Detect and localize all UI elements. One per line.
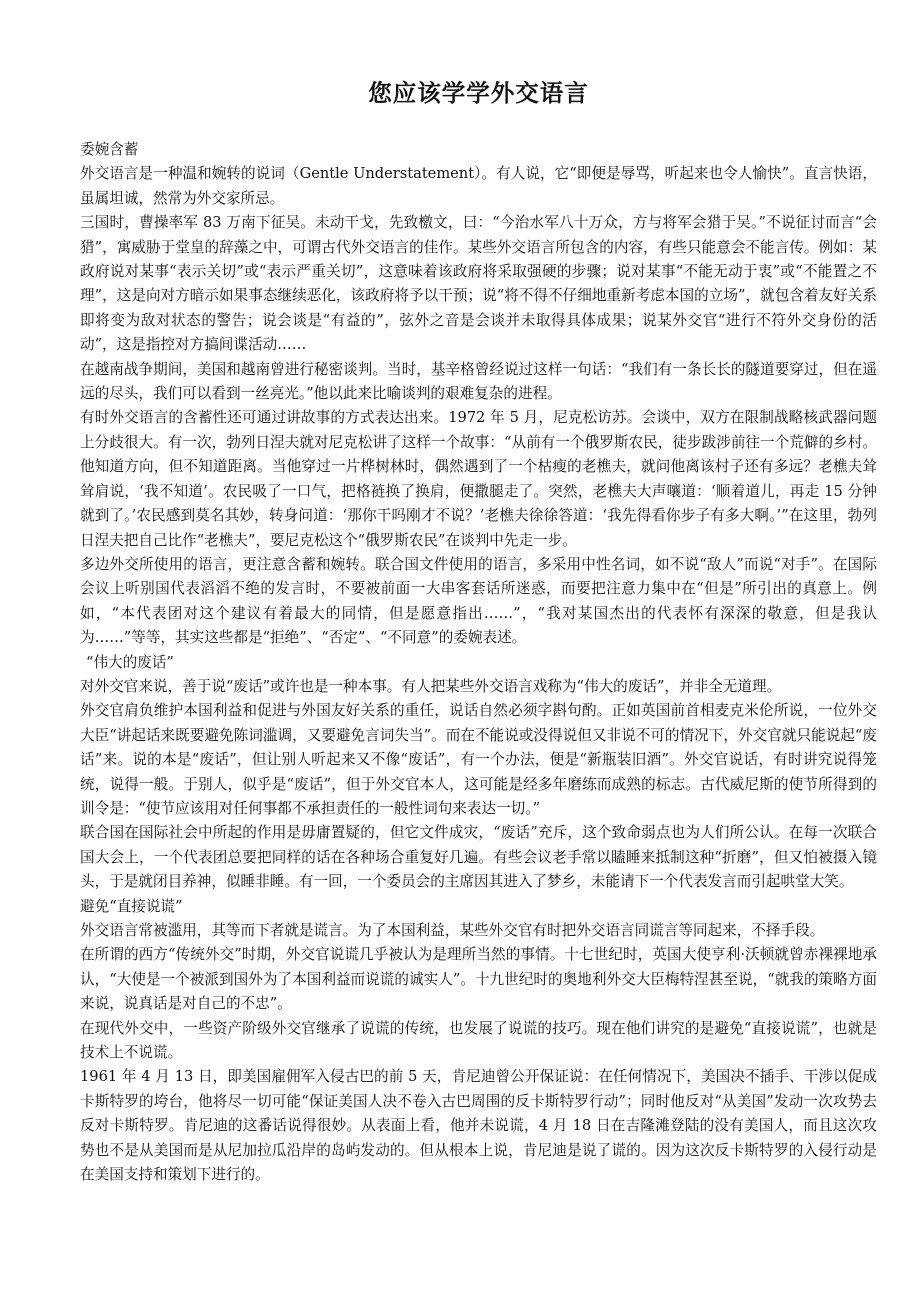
body-paragraph: 在现代外交中，一些资产阶级外交官继承了说谎的传统，也发展了说谎的技巧。现在他们讲究的是避免“直接说谎”，也就是技术上不说谎。 bbox=[80, 1019, 877, 1062]
body-paragraph: 对外交官来说，善于说“废话”或许也是一种本事。有人把某些外交语言戏称为“伟大的废话”，并非全无道理。 bbox=[80, 677, 782, 695]
body-paragraph: 1961 年 4 月 13 日，即美国雇佣军入侵古巴的前 5 天，肯尼迪曾公开保证说：在任何情况下，美国决不插手、干涉以促成卡斯特罗的垮台，他将尽一切可能“保证美国人决不卷入古巴周围的反卡斯特罗行动”；同时他反对“从美国”发动一次攻势去反对卡斯特罗。肯尼迪的这番话说得很妙。从表面上看，他并未说谎，4 月 18 日在吉隆滩登陆的没有美国人，而且这次攻势也不是从美国而是从尼加拉瓜沿岸的岛屿发动的。但从根本上说，肯尼迪是说了谎的。因为这次反卡斯特罗的入侵行动是在美国支持和策划下进行的。 bbox=[80, 1068, 877, 1184]
body-paragraph: 有时外交语言的含蓄性还可通过讲故事的方式表达出来。1972 年 5 月，尼克松访苏。会谈中，双方在限制战略核武器问题上分歧很大。有一次，勃列日涅夫就对尼克松讲了这样一个故事：“从前有一个俄罗斯农民，徒步跋涉前往一个荒僻的乡村。他知道方向，但不知道距离。当他穿过一片桦树林时，偶然遇到了一个枯瘦的老樵夫，就问他离该村子还有多远？老樵夫耸耸肩说，‘我不知道’。农民吸了一口气，把格裢换了换肩，便撒腿走了。突然，老樵夫大声嚷道：‘顺着道儿，再走 15 分钟就到了。’农民感到莫名其妙，转身问道：‘那你干吗刚才不说？’老樵夫徐徐答道：‘我先得看你步子有多大啊。’”在这里，勃列日涅夫把自己比作“老樵夫”，要尼克松这个“俄罗斯农民”在谈判中先走一步。 bbox=[80, 409, 877, 549]
body-paragraph: 在所谓的西方“传统外交”时期，外交官说谎几乎被认为是理所当然的事情。十七世纪时，英国大使亨利·沃顿就曾赤裸裸地承认，“大使是一个被派到国外为了本国利益而说谎的诚实人”。十九世纪时的奥地利外交大臣梅特涅甚至说，“就我的策略方面来说，说真话是对自己的不忠”。 bbox=[80, 946, 877, 1013]
section-heading: 避免“直接说谎” bbox=[80, 897, 183, 915]
body-paragraph: 在越南战争期间，美国和越南曾进行秘密谈判。当时，基辛格曾经说过这样一句话：“我们有一条长长的隧道要穿过，但在遥远的尽头，我们可以看到一丝亮光。”他以此来比喻谈判的艰难复杂的进程。 bbox=[80, 360, 877, 403]
document-title: 您应该学学外交语言 bbox=[368, 79, 589, 107]
body-paragraph: 联合国在国际社会中所起的作用是毋庸置疑的，但它文件成灾，“废话”充斥，这个致命弱点也为人们所公认。在每一次联合国大会上，一个代表团总要把同样的话在各种场合重复好几遍。有些会议老手常以瞌睡来抵制这种“折磨”，但又怕被摄入镜头，于是就闭目养神，似睡非睡。有一回，一个委员会的主席因其进入了梦乡，未能请下一个代表发言而引起哄堂大笑。 bbox=[80, 824, 877, 891]
body-paragraph: 外交语言是一种温和婉转的说词（Gentle Understatement）。有人说，它“即便是辱骂，听起来也令人愉快”。直言快语，虽属坦诚，然常为外交家所忌。 bbox=[80, 165, 877, 207]
document-page bbox=[80, 74, 877, 1187]
body-paragraph: 外交官肩负维护本国利益和促进与外国友好关系的重任，说话自然必须字斟句酌。正如英国前首相麦克米伦所说，一位外交大臣“讲起话来既要避免陈词滥调，又要避免言词失当”。而在不能说或没得说但又非说不可的情况下，外交官就只能说起“废话”来。说的本是“废话”，但让别人听起来又不像“废话”，有一个办法，便是“新瓶装旧酒”。外交官说话，有时讲究说得笼统，说得一般。于别人，似乎是“废话”，但于外交官本人，这可能是经多年磨练而成熟的标志。古代威尼斯的使节所得到的训令是：“使节应该用对任何事都不承担责任的一般性词句来表达一切。” bbox=[80, 702, 877, 817]
body-paragraph: 外交语言常被滥用，其等而下者就是谎言。为了本国利益，某些外交官有时把外交语言同谎言等同起来，不择手段。 bbox=[80, 922, 825, 939]
section-heading: 委婉含蓄 bbox=[80, 141, 139, 158]
body-paragraph: 多边外交所使用的语言，更注意含蓄和婉转。联合国文件使用的语言，多采用中性名词，如不说“敌人”而说“对手”。在国际会议上听别国代表滔滔不绝的发言时，不要被前面一大串客套话所迷惑，而要把注意力集中在“但是”所引出的真意上。例如，“本代表团对这个建议有着最大的同情，但是愿意指出……”，“我对某国杰出的代表怀有深深的敬意，但是我认为……”等等，其实这些都是“拒绝”、“否定”、“不同意”的委婉表述。 bbox=[80, 555, 877, 647]
body-paragraph: 三国时，曹操率军 83 万南下征吴。未动干戈，先致檄文，曰：“今治水军八十万众，方与将军会猎于吴。”不说征讨而言“会猎”，寓威胁于堂皇的辞藻之中，可谓古代外交语言的佳作。某些外交语言所包含的内容，有些只能意会不能言传。例如：某政府说对某事“表示关切”或“表示严重关切”，这意味着该政府将采取强硬的步骤；说对某事“不能无动于衷”或“不能置之不理”，这是向对方暗示如果事态继续恶化，该政府将予以干预；说“将不得不仔细地重新考虑本国的立场”，就包含着友好关系即将变为敌对状态的警告；说会谈是“有益的”，弦外之音是会谈并未取得具体成果；说某外交官“进行不符外交身份的活动”，这是指控对方搞间谍活动…… bbox=[80, 214, 877, 354]
document-body bbox=[80, 138, 877, 1187]
section-heading: “伟大的废话” bbox=[86, 653, 174, 671]
